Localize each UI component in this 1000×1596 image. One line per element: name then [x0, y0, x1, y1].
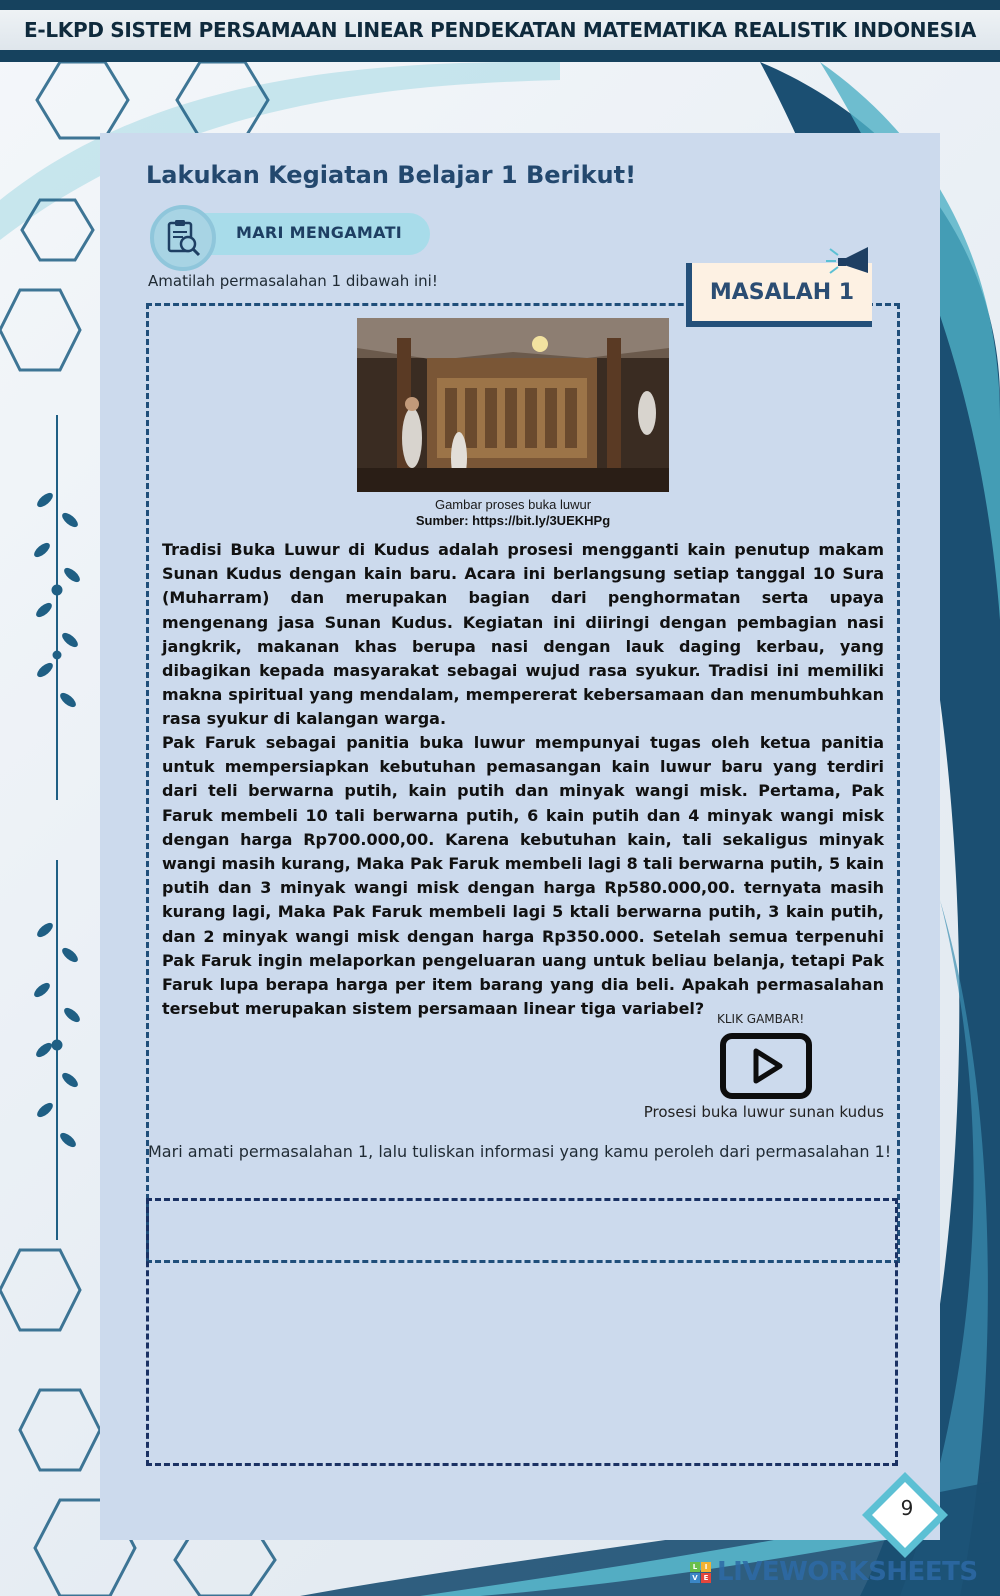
task-instruction: Mari amati permasalahan 1, lalu tuliskan informasi yang kamu peroleh dari permasalahan 1! — [148, 1142, 892, 1161]
buka-luwur-photo — [357, 318, 669, 492]
observe-icon-circle — [150, 205, 216, 271]
problem-paragraph-1: Tradisi Buka Luwur di Kudus adalah prosesi mengganti kain penutup makam Sunan Kudus dengan kain baru. Acara ini berlangsung setiap tanggal 10 Sura (Muharram) dan merupakan bagian dari penghormatan serta upaya mengenang jasa Sunan Kudus. Kegiatan ini diiringi dengan pembagian nasi jangkrik, makanan khas berupa nasi dengan lauk daging kerbau, yang dibagikan kepada masyarakat sebagai wujud rasa syukur. Tradisi ini memiliki makna spiritual yang mendalam, mempererat kebersamaan dan menumbuhkan rasa syukur di kalangan warga. — [162, 540, 884, 729]
megaphone-icon — [824, 241, 884, 281]
image-source: Sumber: https://bit.ly/3UEKHPg — [415, 513, 611, 528]
section-label: MARI MENGAMATI — [236, 223, 403, 242]
clipboard-search-icon — [161, 216, 205, 260]
answer-area[interactable] — [146, 1198, 898, 1466]
page-number: 9 — [900, 1496, 914, 1520]
answer-input[interactable] — [149, 1201, 895, 1463]
video-play-button[interactable] — [720, 1033, 812, 1099]
liveworksheets-logo — [690, 1556, 990, 1588]
video-caption: Prosesi buka luwur sunan kudus — [643, 1103, 884, 1121]
header-banner — [0, 10, 1000, 50]
liveworksheets-mark: L I V E — [690, 1562, 711, 1583]
observe-instruction: Amatilah permasalahan 1 dibawah ini! — [148, 272, 438, 290]
header-bar — [0, 0, 1000, 62]
document-title: E-LKPD SISTEM PERSAMAAN LINEAR PENDEKATAN MATEMATIKA REALISTIK INDONESIA — [23, 18, 977, 42]
video-prompt: KLIK GAMBAR! — [717, 1012, 805, 1026]
liveworksheets-text: LIVEWORKSHEETS — [717, 1557, 978, 1587]
activity-title: Lakukan Kegiatan Belajar 1 Berikut! — [146, 161, 637, 189]
play-icon — [746, 1046, 786, 1086]
problem-badge-label: MASALAH 1 — [709, 279, 855, 305]
problem-paragraph-2: Pak Faruk sebagai panitia buka luwur mempunyai tugas oleh ketua panitia untuk mempersiapkan kebutuhan pemasangan kain luwur baru yang terdiri dari teli berwarna putih, kain putih dan minyak wangi misk. Pertama, Pak Faruk membeli 10 tali berwarna putih, 6 kain putih dan 4 minyak wangi misk dengan harga Rp700.000,00. Karena kebutuhan kain, tali sekaligus minyak wangi masih kurang, Maka Pak Faruk membeli lagi 8 tali berwarna putih, 5 kain putih dan 3 minyak wangi misk dengan harga Rp580.000,00. ternyata masih kurang lagi, Maka Pak Faruk membeli lagi 5 ktali berwarna putih, 3 kain putih, dan 2 minyak wangi misk dengan harga Rp350.000. Setelah semua terpenuhi Pak Faruk ingin melaporkan pengeluaran uang untuk beliau belanja, tetapi Pak Faruk lupa berapa harga per item barang yang dia beli. Apakah permasalahan tersebut merupakan sistem persamaan linear tiga variabel? — [162, 733, 884, 1019]
floral-vine-upper — [33, 415, 82, 800]
floral-vine-lower — [33, 860, 82, 1240]
image-caption: Gambar proses buka luwur — [434, 497, 592, 512]
